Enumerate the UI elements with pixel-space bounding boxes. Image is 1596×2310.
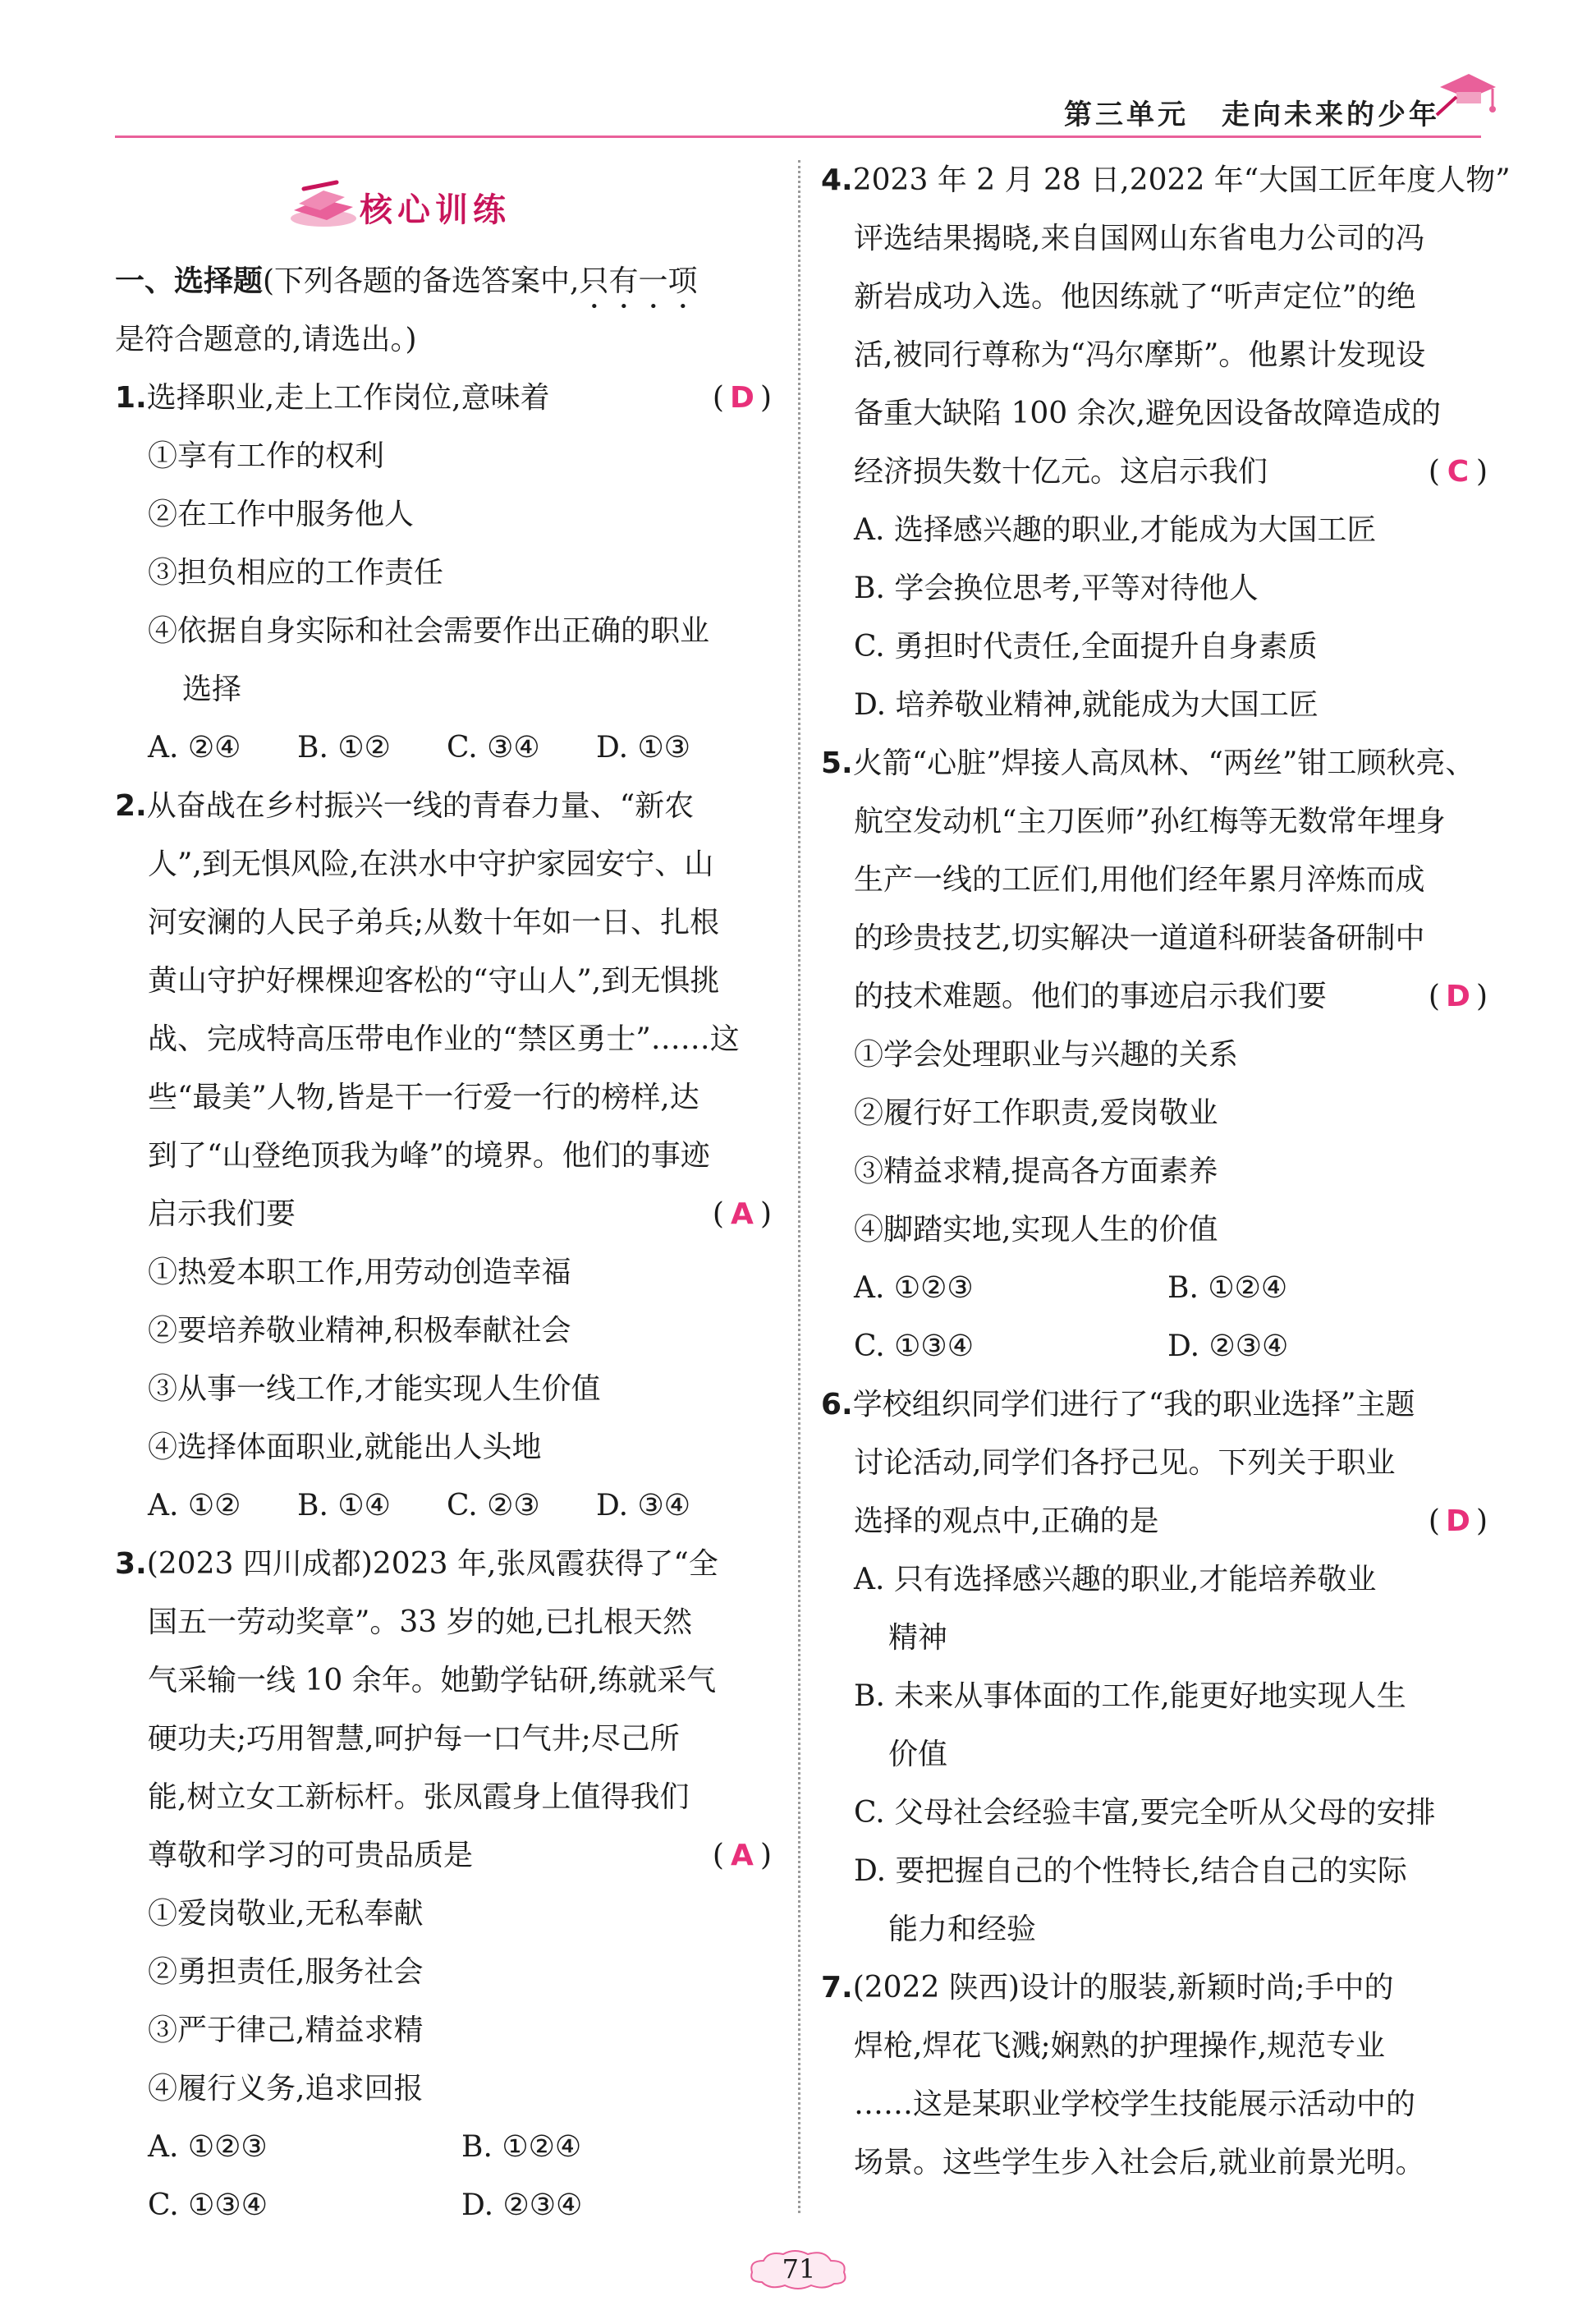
answer-mark: A [731,1197,754,1231]
answer-mark: D [1446,980,1470,1013]
unit-header [1064,92,1440,132]
question-7 [821,1959,1488,2192]
option-d[interactable]: D. 培养敬业精神,就能成为大国工匠 [854,688,1319,722]
question-text: 的技术难题。他们的事迹启示我们要 ( D ) [821,967,1488,1026]
statement-item: ②勇担责任,服务社会 [148,1955,424,1989]
answer-options [115,2118,772,2176]
section-heading: 一、选择题(下列各题的备选答案中,只有一项 [115,264,698,298]
statement-item: ①享有工作的权利 [148,439,385,473]
option-b[interactable]: B. 学会换位思考,平等对待他人 [854,572,1259,605]
question-text: 些“最美”人物,皆是干一行爱一行的榜样,达 [148,1081,699,1114]
question-text: 新岩成功入选。他因练就了“听声定位”的绝 [854,280,1416,314]
question-stem: 2.从奋战在乡村振兴一线的青春力量、“新农 [115,789,695,823]
option-d-cont: 能力和经验 [888,1913,1037,1946]
statement-item: ③精益求精,提高各方面素养 [854,1155,1218,1188]
answer-mark: A [731,1839,754,1872]
statement-item: ④选择体面职业,就能出人头地 [148,1431,542,1464]
unit-title: 走向未来的少年 [1222,99,1440,131]
statement-item-cont: 选择 [182,673,242,706]
option-a[interactable]: A. ①②③ [148,2130,268,2164]
question-text: 场景。这些学生步入社会后,就业前景光明。 [854,2146,1425,2179]
section-title: 核心训练 [360,191,511,229]
section-title-badge [287,179,509,230]
answer-options [821,1317,1488,1375]
question-1 [115,369,772,777]
section-heading-line2: 是符合题意的,请选出。) [115,323,417,356]
option-b[interactable]: B. ①② [297,731,391,765]
book-pencil-icon [287,179,361,230]
question-stem: 5.火箭“心脏”焊接人高凤林、“两丝”钳工顾秋亮、 [821,746,1475,780]
answer-options [115,2176,772,2234]
option-a-cont: 精神 [888,1621,948,1655]
option-d[interactable]: D. ①③ [596,731,691,765]
statement-item: ③担负相应的工作责任 [148,556,444,590]
option-b-cont: 价值 [888,1738,948,1771]
question-text: 的珍贵技艺,切实解决一道道科研装备研制中 [854,921,1425,955]
statement-item: ①热爱本职工作,用劳动创造幸福 [148,1256,571,1289]
right-column [821,151,1511,2192]
question-text: 黄山守护好棵棵迎客松的“守山人”,到无惧挑 [148,964,720,998]
statement-item: ②要培养敬业精神,积极奉献社会 [148,1314,571,1348]
question-text: 评选结果揭晓,来自国网山东省电力公司的冯 [854,222,1425,255]
question-text: 活,被同行尊称为“冯尔摩斯”。他累计发现设 [854,338,1426,372]
question-4 [821,151,1511,734]
unit-label: 第三单元 [1064,99,1189,131]
question-text: 航空发动机“主刀医师”孙红梅等无数常年埋身 [854,805,1446,838]
option-b[interactable]: B. ①②④ [1167,1271,1288,1305]
statement-item: ③从事一线工作,才能实现人生价值 [148,1372,601,1406]
question-text: 讨论活动,同学们各抒己见。下列关于职业 [854,1446,1396,1480]
graduation-cap-icon [1432,64,1497,122]
option-a[interactable]: A. 选择感兴趣的职业,才能成为大国工匠 [854,513,1377,547]
column-divider [798,160,800,2213]
statement-item: ②履行好工作职责,爱岗敬业 [854,1096,1218,1130]
question-text: 选择的观点中,正确的是 ( D ) [821,1492,1488,1550]
option-c[interactable]: C. ①③④ [148,2188,268,2222]
option-c[interactable]: C. 父母社会经验丰富,要完全听从父母的安排 [854,1796,1436,1830]
question-text: 河安澜的人民子弟兵;从数十年如一日、扎根 [148,906,720,939]
question-text: 启示我们要 ( A ) [115,1185,772,1243]
question-2 [115,777,772,1535]
option-b[interactable]: B. 未来从事体面的工作,能更好地实现人生 [854,1679,1406,1713]
option-d[interactable]: D. ③④ [596,1489,691,1522]
question-text: 战、完成特高压带电作业的“禁区勇士”……这 [148,1022,740,1056]
left-column [115,174,772,2234]
question-stem: 3.(2023 四川成都)2023 年,张凤霞获得了“全 [115,1547,718,1581]
question-text: 备重大缺陷 100 余次,避免因设备故障造成的 [854,397,1442,430]
option-c[interactable]: C. ②③ [447,1489,540,1522]
question-text: 焊枪,焊花飞溅;娴熟的护理操作,规范专业 [854,2029,1386,2063]
statement-item: ③严于律己,精益求精 [148,2014,424,2047]
page-number: 71 [782,2253,816,2285]
question-5 [821,734,1488,1375]
statement-item: ④依据自身实际和社会需要作出正确的职业 [148,614,710,648]
question-text: ……这是某职业学校学生技能展示活动中的 [854,2087,1416,2121]
question-text: 人”,到无惧风险,在洪水中守护家园安宁、山 [148,847,714,881]
statement-item: ④脚踏实地,实现人生的价值 [854,1213,1218,1247]
answer-mark: D [730,381,754,415]
question-text: 能,树立女工新标杆。张凤霞身上值得我们 [148,1780,690,1814]
question-stem: 6.学校组织同学们进行了“我的职业选择”主题 [821,1388,1415,1421]
question-text: 尊敬和学习的可贵品质是 ( A ) [115,1826,772,1885]
answer-options [115,1476,772,1535]
option-c[interactable]: C. ③④ [447,731,540,765]
option-a[interactable]: A. ①② [148,1489,241,1522]
question-stem: 1.选择职业,走上工作岗位,意味着 ( D ) [115,369,772,427]
question-text: 到了“山登绝顶我为峰”的境界。他们的事迹 [148,1139,710,1173]
option-d[interactable]: D. 要把握自己的个性特长,结合自己的实际 [854,1854,1407,1888]
answer-options [821,1259,1488,1317]
option-b[interactable]: B. ①④ [297,1489,391,1522]
option-a[interactable]: A. 只有选择感兴趣的职业,才能培养敬业 [854,1563,1377,1596]
question-stem: 7.(2022 陕西)设计的服装,新颖时尚;手中的 [821,1971,1394,2005]
statement-item: ④履行义务,追求回报 [148,2072,424,2106]
question-text: 国五一劳动奖章”。33 岁的她,已扎根天然 [148,1605,693,1639]
answer-mark: D [1446,1504,1470,1538]
option-d[interactable]: D. ②③④ [1167,1330,1289,1363]
answer-options [115,719,772,777]
statement-item: ②在工作中服务他人 [148,498,415,531]
option-d[interactable]: D. ②③④ [461,2188,583,2222]
statement-item: ①学会处理职业与兴趣的关系 [854,1038,1239,1072]
header-rule [115,135,1481,138]
question-text: 气采输一线 10 余年。她勤学钻研,练就采气 [148,1664,717,1697]
option-c[interactable]: C. ①③④ [854,1330,974,1363]
option-a[interactable]: A. ②④ [148,731,241,765]
section-title-bar [115,174,772,252]
question-6 [821,1375,1488,1959]
question-text: 生产一线的工匠们,用他们经年累月淬炼而成 [854,863,1425,897]
question-text: 经济损失数十亿元。这启示我们 ( C ) [821,443,1488,501]
option-c[interactable]: C. 勇担时代责任,全面提升自身素质 [854,630,1318,664]
option-b[interactable]: B. ①②④ [461,2130,582,2164]
question-text: 硬功夫;巧用智慧,呵护每一口气井;尽己所 [148,1722,680,1756]
statement-item: ①爱岗敬业,无私奉献 [148,1897,424,1931]
option-a[interactable]: A. ①②③ [854,1271,974,1305]
question-stem: 4.2023 年 2 月 28 日,2022 年“大国工匠年度人物” [821,163,1511,197]
page-number-badge [745,2246,852,2294]
answer-mark: C [1447,455,1470,489]
question-3 [115,1535,772,2234]
